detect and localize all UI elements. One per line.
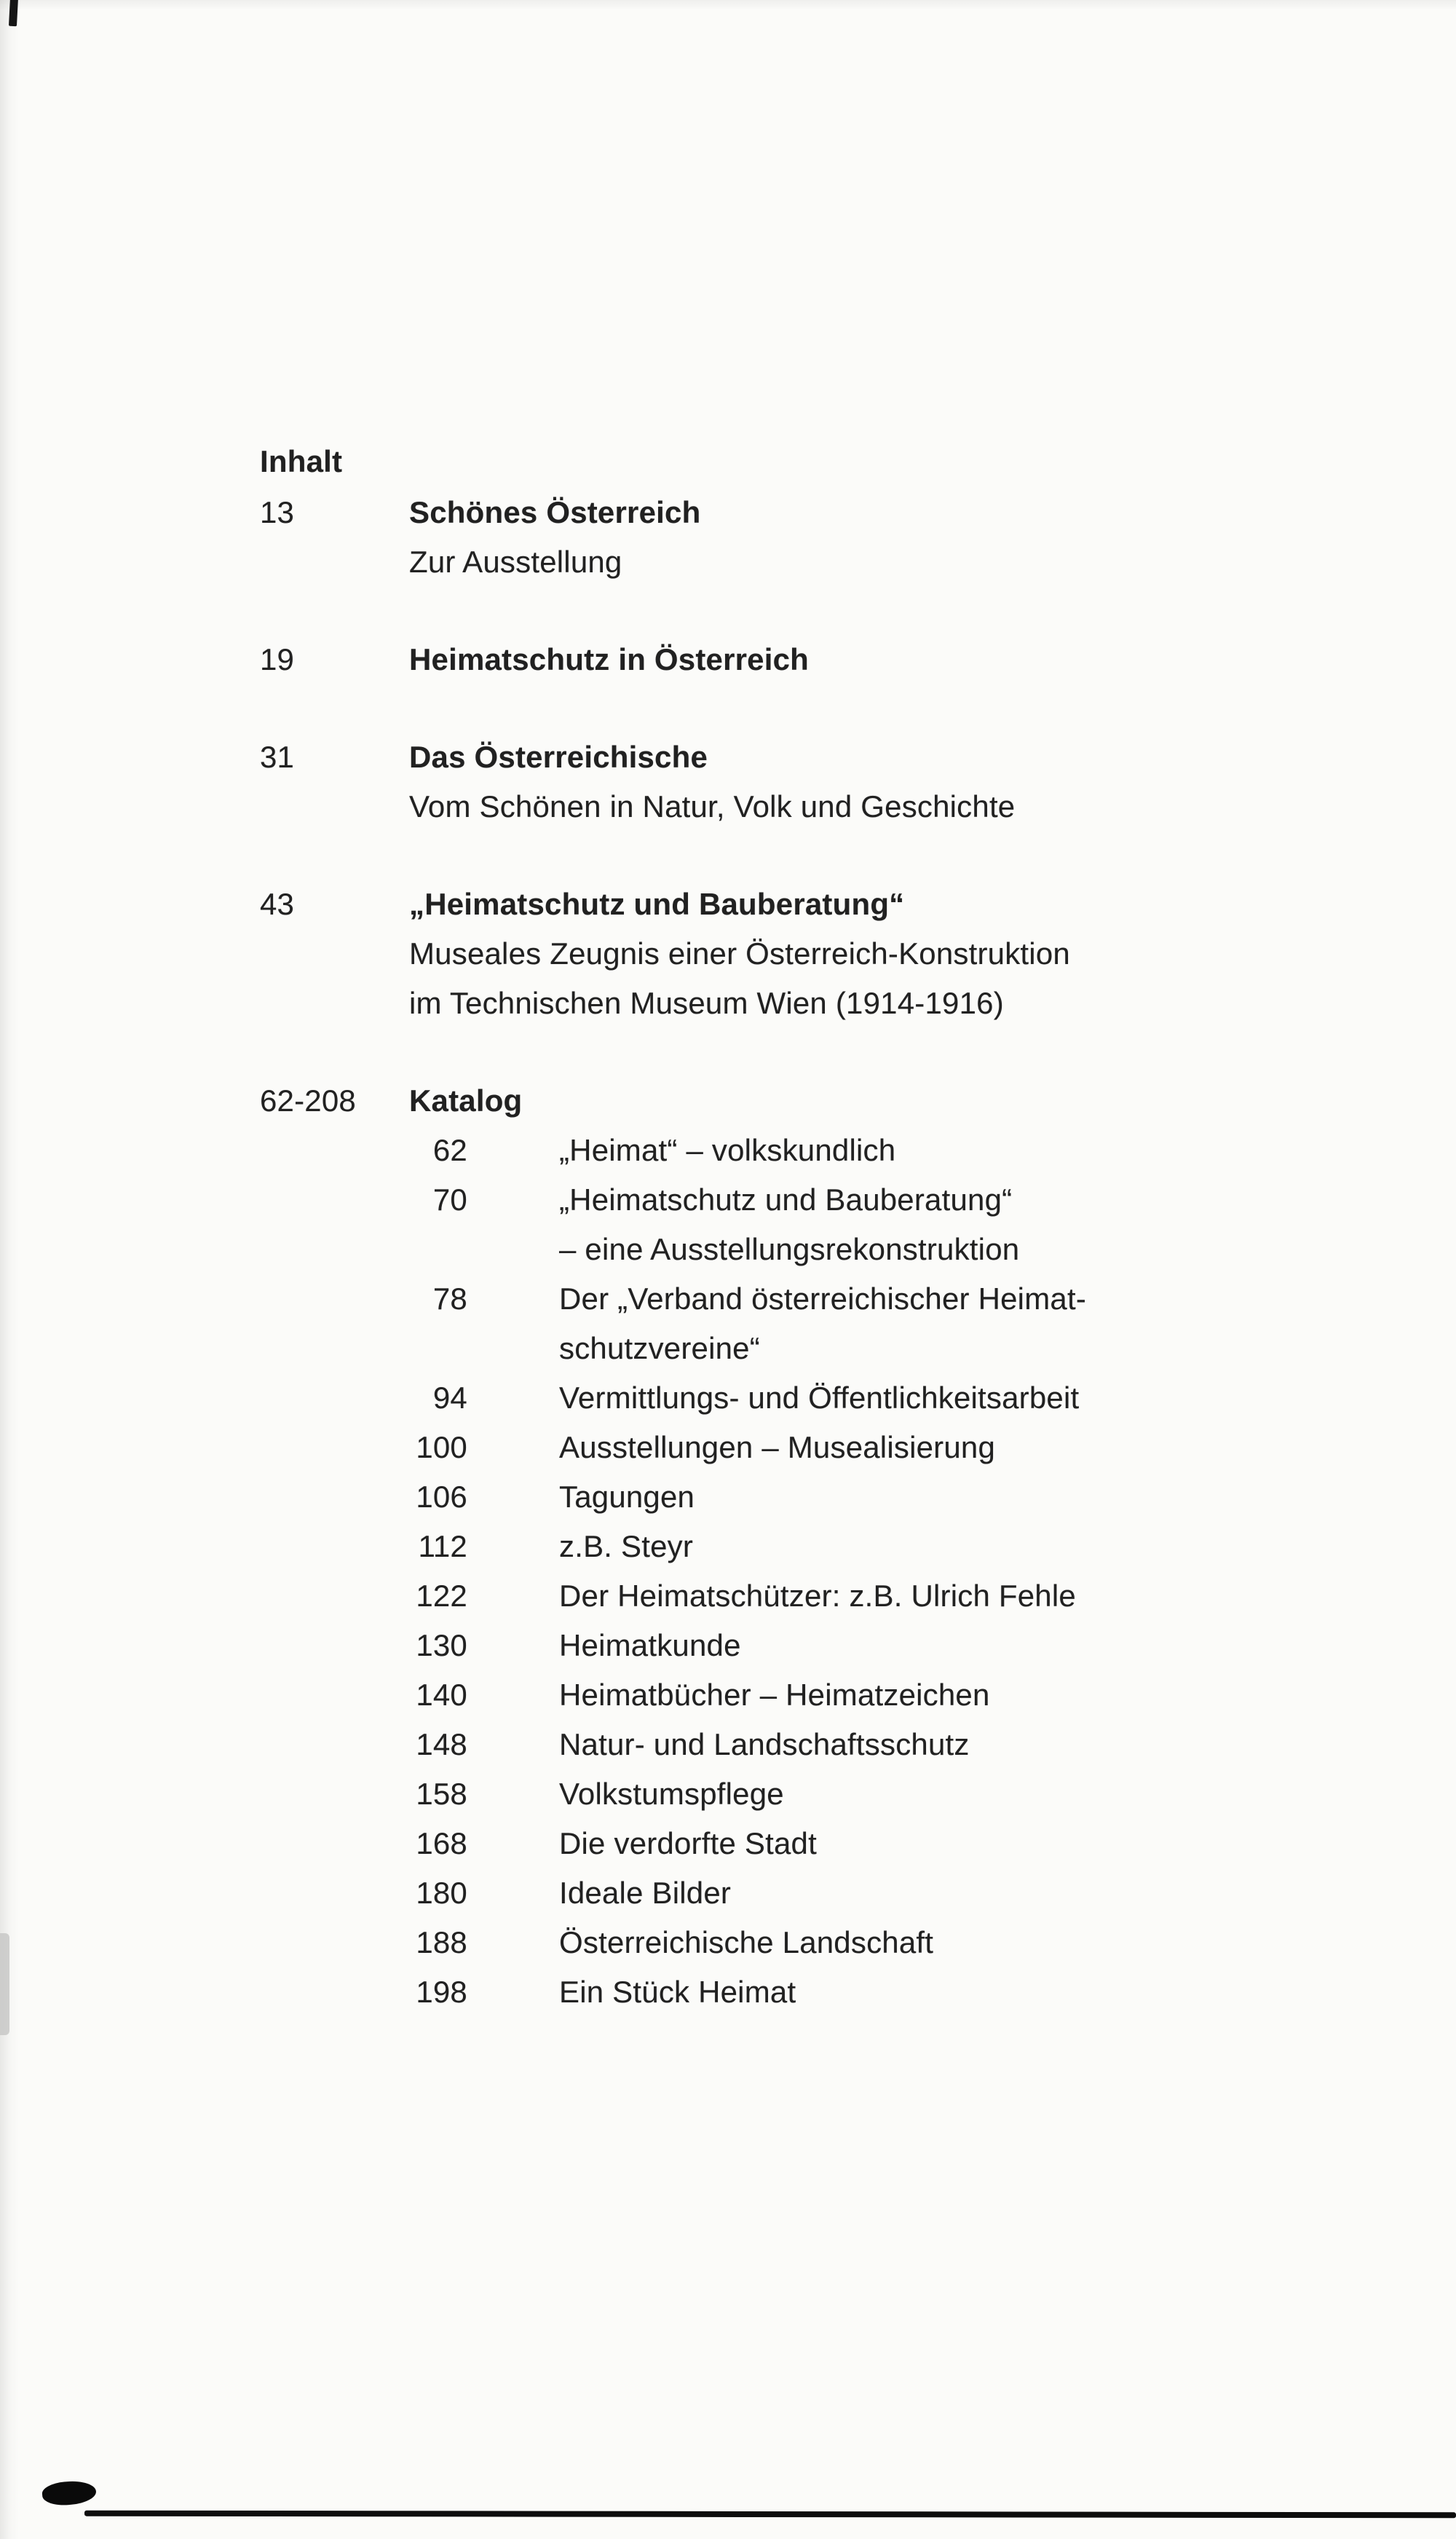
catalog-entry [409, 1472, 1279, 1522]
catalog-entry-text [559, 1126, 895, 1175]
toc-section [260, 1076, 1279, 1126]
toc-section [260, 635, 1279, 684]
scan-shadow-top [0, 0, 1456, 10]
chapter-subtitle-line: Museales Zeugnis einer Österreich-Konstruktion [409, 936, 1070, 971]
catalog-entry-text [559, 1522, 693, 1571]
chapter-body [409, 733, 1279, 832]
catalog-page-number: 106 [416, 1480, 467, 1514]
catalog-entry-text [559, 1274, 1086, 1373]
toc-section [260, 733, 1279, 832]
chapter-page-number: 13 [260, 495, 295, 529]
chapter-list [260, 488, 1279, 1126]
chapter-subtitle-line: Vom Schönen in Natur, Volk und Geschichte [409, 789, 1016, 824]
catalog-entry [409, 1621, 1279, 1670]
catalog-entry [409, 1126, 1279, 1175]
table-of-contents [260, 437, 1279, 2017]
catalog-entry [409, 1819, 1279, 1868]
catalog-entry-line: – eine Ausstellungsrekonstruktion [559, 1232, 1020, 1266]
catalog-entry-line: z.B. Steyr [559, 1529, 694, 1563]
catalog-entry-line: Natur- und Landschaftsschutz [559, 1727, 970, 1761]
chapter-title: Katalog [409, 1083, 523, 1118]
page-title: Inhalt [260, 444, 343, 478]
catalog-entry-line: Ausstellungen – Musealisierung [559, 1430, 996, 1464]
catalog-list [409, 1126, 1279, 2017]
chapter-body [409, 488, 1279, 587]
catalog-entry-text [559, 1621, 741, 1670]
chapter-page-number: 31 [260, 740, 295, 774]
catalog-entry-text [559, 1175, 1019, 1274]
catalog-entry-text [559, 1868, 731, 1918]
toc-section [260, 880, 1279, 1028]
catalog-page-number: 198 [416, 1975, 467, 2009]
catalog-entry-text [559, 1472, 695, 1522]
catalog-page-number: 188 [416, 1925, 467, 1959]
catalog-entry-line: Vermittlungs- und Öffentlichkeitsarbeit [559, 1381, 1080, 1415]
chapter-body [409, 880, 1279, 1028]
catalog-entry [409, 1720, 1279, 1769]
scan-artifact-top-left [9, 0, 18, 26]
catalog-entry [409, 1175, 1279, 1274]
catalog-entry-line: Der „Verband österreichischer Heimat- [559, 1282, 1087, 1316]
catalog-page-number: 70 [432, 1182, 467, 1217]
catalog-page-number: 130 [416, 1628, 467, 1662]
catalog-entry-line: Heimatkunde [559, 1628, 741, 1662]
catalog-page-number: 94 [432, 1381, 467, 1415]
catalog-entry-line: Die verdorfte Stadt [559, 1826, 817, 1860]
catalog-entry [409, 1670, 1279, 1720]
scan-artifact-bottom-line [84, 2511, 1456, 2519]
catalog-page-number: 62 [432, 1133, 467, 1167]
catalog-page-number: 140 [416, 1678, 467, 1712]
catalog-entry-text [559, 1819, 817, 1868]
catalog-entry-line: schutzvereine“ [559, 1331, 760, 1365]
scan-artifact-bottom-blob [41, 2479, 98, 2507]
catalog-page-number: 122 [416, 1579, 467, 1613]
scan-artifact-left-streak [0, 1933, 9, 2035]
catalog-entry [409, 1967, 1279, 2017]
chapter-page-number: 43 [260, 887, 295, 921]
catalog-entry [409, 1423, 1279, 1472]
catalog-entry-text [559, 1967, 796, 2017]
catalog-entry-line: „Heimatschutz und Bauberatung“ [559, 1182, 1013, 1217]
catalog-page-number: 180 [416, 1876, 467, 1910]
catalog-page-number: 78 [432, 1282, 467, 1316]
chapter-title: Schönes Österreich [409, 495, 701, 529]
chapter-body [409, 1076, 1279, 1126]
chapter-subtitle-line: Zur Ausstellung [409, 545, 622, 579]
toc-section [260, 488, 1279, 587]
catalog-entry-text [559, 1423, 995, 1472]
catalog-page-number: 148 [416, 1727, 467, 1761]
catalog-entry-line: Österreichische Landschaft [559, 1925, 934, 1959]
catalog-entry-line: Der Heimatschützer: z.B. Ulrich Fehle [559, 1579, 1076, 1613]
catalog-entry [409, 1522, 1279, 1571]
chapter-title: Das Österreichische [409, 740, 708, 774]
chapter-body [409, 635, 1279, 684]
catalog-entry-text [559, 1571, 1076, 1621]
catalog-entry-text [559, 1769, 784, 1819]
chapter-page-number: 62-208 [260, 1083, 356, 1118]
chapter-subtitle-line: im Technischen Museum Wien (1914-1916) [409, 986, 1004, 1020]
catalog-entry-line: „Heimat“ – volkskundlich [559, 1133, 896, 1167]
chapter-title: „Heimatschutz und Bauberatung“ [409, 887, 905, 921]
catalog-entry [409, 1274, 1279, 1373]
chapter-page-number: 19 [260, 642, 295, 676]
catalog-entry-line: Heimatbücher – Heimatzeichen [559, 1678, 990, 1712]
catalog-entry-text [559, 1918, 933, 1967]
catalog-entry [409, 1769, 1279, 1819]
catalog-entry-text [559, 1373, 1079, 1423]
catalog-entry [409, 1868, 1279, 1918]
catalog-entry [409, 1571, 1279, 1621]
catalog-entry-text [559, 1720, 970, 1769]
catalog-entry-line: Ideale Bilder [559, 1876, 732, 1910]
catalog-entry [409, 1373, 1279, 1423]
catalog-page-number: 112 [418, 1529, 467, 1563]
scan-shadow-left [0, 0, 19, 2539]
catalog-page-number: 158 [416, 1777, 467, 1811]
catalog-page-number: 168 [416, 1826, 467, 1860]
catalog-entry-line: Tagungen [559, 1480, 695, 1514]
catalog-page-number: 100 [416, 1430, 467, 1464]
catalog-entry-text [559, 1670, 990, 1720]
catalog-entry [409, 1918, 1279, 1967]
catalog-entry-line: Volkstumspflege [559, 1777, 784, 1811]
chapter-title: Heimatschutz in Österreich [409, 642, 810, 676]
catalog-entry-line: Ein Stück Heimat [559, 1975, 796, 2009]
